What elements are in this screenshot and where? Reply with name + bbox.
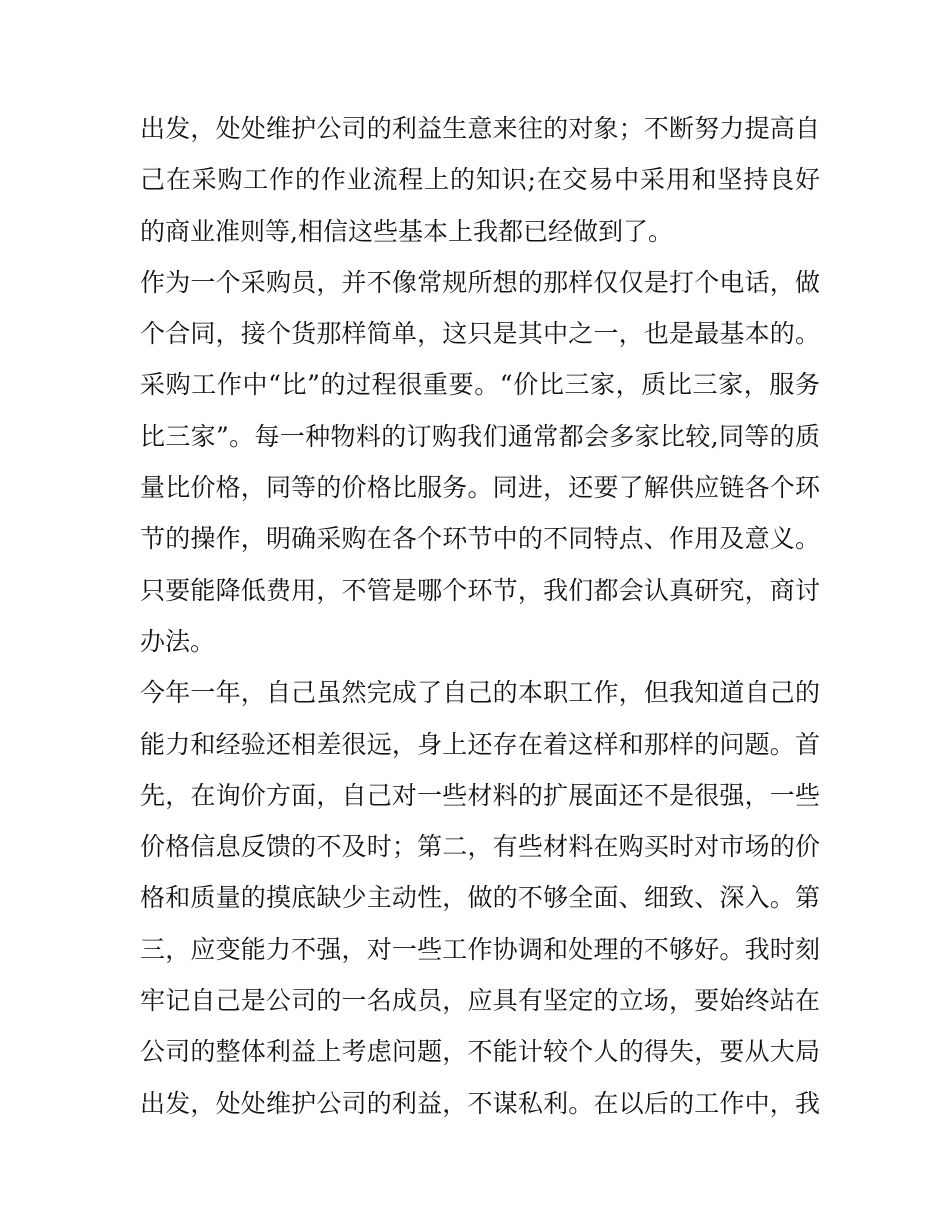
text-line: 的商业准则等,相信这些基本上我都已经做到了。	[140, 216, 673, 246]
text-line: 比三家”。每一种物料的订购我们通常都会多家比较,同等的质	[140, 421, 820, 451]
text-line: 办法。	[140, 626, 216, 656]
text-line: 己在采购工作的作业流程上的知识;在交易中采用和坚持良好	[140, 165, 820, 195]
text-line: 采购工作中“比”的过程很重要。“价比三家，质比三家，服务	[140, 370, 820, 400]
text-line: 今年一年，自己虽然完成了自己的本职工作，但我知道自己的	[140, 678, 820, 708]
text-line: 出发，处处维护公司的利益生意来往的对象；不断努力提高自	[140, 114, 820, 143]
text-line: 节的操作，明确采购在各个环节中的不同特点、作用及意义。	[140, 524, 820, 554]
text-line: 牢记自己是公司的一名成员，应具有坚定的立场，要始终站在	[140, 986, 820, 1016]
paragraph-1	[140, 108, 820, 253]
text-line: 作为一个采购员，并不像常规所想的那样仅仅是打个电话，做	[140, 267, 820, 297]
text-line: 价格信息反馈的不及时；第二，有些材料在购买时对市场的价	[140, 832, 820, 862]
paragraph-3	[140, 672, 820, 1124]
text-line: 出发，处处维护公司的利益，不谋私利。在以后的工作中，我	[140, 1088, 820, 1118]
paragraph-2	[140, 262, 820, 663]
text-line: 公司的整体利益上考虑问题，不能计较个人的得失，要从大局	[140, 1037, 820, 1067]
text-line: 量比价格，同等的价格比服务。同进，还要了解供应链各个环	[140, 473, 820, 503]
text-line: 只要能降低费用，不管是哪个环节，我们都会认真研究，商讨	[140, 575, 820, 605]
text-line: 先，在询价方面，自己对一些材料的扩展面还不是很强，一些	[140, 780, 820, 810]
document-body	[140, 108, 820, 1134]
text-line: 三，应变能力不强，对一些工作协调和处理的不够好。我时刻	[140, 934, 820, 964]
text-line: 格和质量的摸底缺少主动性，做的不够全面、细致、深入。第	[140, 883, 820, 913]
text-line: 个合同，接个货那样简单，这只是其中之一，也是最基本的。	[140, 319, 820, 349]
text-line: 能力和经验还相差很远，身上还存在着这样和那样的问题。首	[140, 729, 820, 759]
